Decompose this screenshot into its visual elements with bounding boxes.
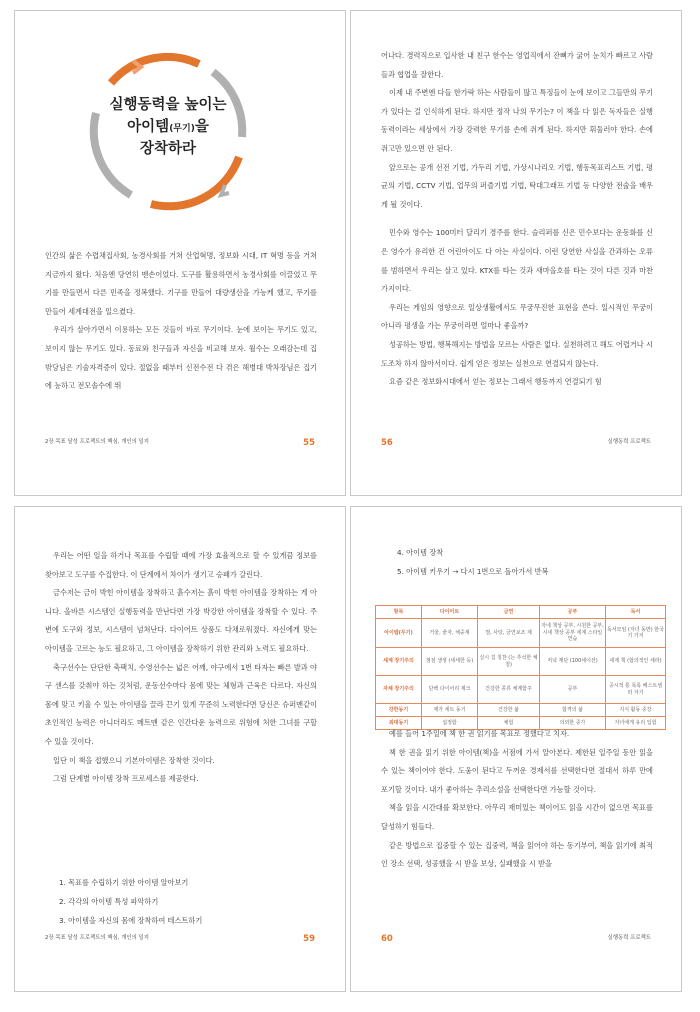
table-cell: 공시적 통 목록 베스트셀러 자기 — [606, 676, 666, 704]
table-cell: 껌, 사탕, 금연보조 제 — [478, 619, 540, 648]
page-59-body — [45, 547, 317, 789]
table-row — [376, 619, 666, 648]
table-cell: 독서모임 (자녀 동반) 한국 기 가지 — [606, 619, 666, 648]
table-cell: 체험 — [478, 717, 540, 730]
table-cell: 건강한 삶 — [478, 704, 540, 717]
paragraph: 금수저는 금이 박힌 아이템을 장착하고 흙수저는 흙이 박힌 아이템을 장착하는 게 아니다. 올바른 시스템인 실행동력을 만난다면 가장 박강한 아이템을 장착할 수 있다. 주변에 도구와 정보, 시스템이 넘쳐난다. 다이어트 상품도 다채로워졌다. 자신에게 맞는 아이템을 고르는 능도 필요하고, 그 아이템을 장착하기 위한 관리와 노력도 필요하다. — [45, 588, 317, 653]
table-cell: 공부 — [540, 676, 606, 704]
page-56-body — [381, 47, 653, 392]
list-item: 4. 아이템 장착 — [397, 548, 444, 557]
table-cell: 의외한 증가 — [540, 717, 606, 730]
row-label: 자체 장기주의 — [376, 676, 422, 704]
list-item: 1. 목표를 수립하기 위한 아이템 알아보기 — [59, 878, 189, 887]
table-cell: 합격의 삶 — [540, 704, 606, 717]
running-footer: 2장 목표 달성 프로젝트의 핵심, 개인의 일지 — [45, 935, 149, 941]
table-cell: 단백 다이어리 제크 — [422, 676, 478, 704]
paragraph: 인간의 삶은 수렵채집사회, 농경사회를 거쳐 산업혁명, 정보화 시대, IT 혁명 등을 거쳐 지금까지 왔다. 처음엔 당연히 맨손이었다. 도구를 활용하면서 농경사회를 이끌었고 무기를 만들면서 다른 민족을 정복했다. 기구를 만들어 대량생산을 가능케 했고, 무기를 만들어 세계대전을 일으켰다. — [45, 251, 317, 316]
row-label: 아이템(무기) — [376, 619, 422, 648]
running-footer: 실행동력 프로젝트 — [607, 935, 651, 941]
table-cell: 제가 세트 동기 — [422, 704, 478, 717]
paragraph: 어나다. 경력직으로 입사한 내 친구 한수는 영업직에서 잔뼈가 굵어 눈치가 빠르고 사람들과 협업을 잘한다. — [381, 51, 653, 79]
table-cell: 지식 활동 증강 — [606, 704, 666, 717]
list-item: 5. 아이템 키우기 → 다시 1번으로 돌아가서 반복 — [397, 567, 549, 576]
item-table — [375, 605, 666, 730]
paragraph: 우리는 게임의 영향으로 일상생활에서도 무궁무진한 표현을 쓴다. 일시적인 무궁이 아니라 평생을 가는 무궁이라면 얼마나 좋을까? — [381, 302, 653, 331]
page-number: 59 — [303, 934, 315, 944]
paragraph: 같은 방법으로 집중할 수 있는 집중력, 책을 읽어야 하는 동기부여, 책을 읽기에 최적인 장소 선택, 성공했을 시 받을 보상, 실패했을 시 받을 — [381, 840, 653, 869]
row-label: 세계 장기주의 — [376, 648, 422, 676]
table-cell: 실시 집 칭찬 (는 추석한 체 청) — [478, 648, 540, 676]
page-60-body — [381, 725, 653, 874]
running-footer: 실행동력 프로젝트 — [607, 439, 651, 445]
table-header-cell: 독서 — [606, 606, 666, 619]
paragraph: 그럼 단계별 아이템 장착 프로세스를 제공한다. — [53, 774, 199, 784]
paragraph: 앞으로는 공개 선전 기법, 가두리 기법, 가상시나리오 기법, 행동목표리스트 기법, 평균의 기법, CCTV 기법, 업무의 퍼즐기법 기법, 탁대그래프 기법 등 다양한 전술을 배우게 될 것이다. — [381, 162, 653, 209]
page-59 — [14, 506, 346, 992]
chapter-title-badge — [81, 45, 255, 219]
row-label: 강한동기 — [376, 704, 422, 717]
page-56 — [350, 10, 682, 496]
page-number: 60 — [381, 934, 393, 944]
table-cell: 점점 생생 (세세한 등) — [422, 648, 478, 676]
table-cell: 세계 책 (합의적인 세라) — [606, 648, 666, 676]
list-item: 2. 각각의 아이템 특성 파악하기 — [59, 897, 159, 906]
table-header-cell: 공부 — [540, 606, 606, 619]
table-header-cell: 항목 — [376, 606, 422, 619]
title-line-2-b: 을 — [194, 119, 209, 135]
paragraph: 우리가 살아가면서 이용하는 모든 것들이 바로 무기이다. 눈에 보이는 무기도 있고, 보이지 않는 무기도 있다. 동료와 친구들과 자신을 비교해 보자. 월수는 오래감는데 집 밖당님은 기술자격증이 있다. 절없을 때부터 신전수전 다 겪은 해병대 박차장님은 집기에 능하고 전모솔수에 뛰 — [45, 325, 317, 391]
paragraph: 민수와 영수는 100미터 달리기 경주를 한다. 슬리퍼를 신은 민수보다는 운동화를 신은 영수가 유리한 건 어린아이도 다 아는 사실이다. 이런 당연한 사실을 간과하는 오류를 범하면서 우리는 살고 있다. KTX를 타는 것과 새마을호를 타는 것이 다른 것과 마찬가지이다. — [381, 228, 653, 294]
paragraph: 요즘 같은 정보화시대에서 얻는 정보는 그래서 행동까지 연결되기 힘 — [389, 377, 602, 387]
page-60 — [350, 506, 682, 992]
table-header-row — [376, 606, 666, 619]
title-line-2-small: (무기) — [169, 124, 195, 134]
table-cell: 거울, 줄자, 체중계 — [422, 619, 478, 648]
title-line-1: 실행동력을 높이는 — [109, 97, 227, 113]
page-number: 55 — [303, 438, 315, 448]
paragraph: 책 한 권을 읽기 위한 아이템(책)을 서점에 가서 알아본다. 제한된 일주일 동안 읽을 수 있는 책이어야 한다. 도움이 된다고 두꺼운 경제서를 선택한다면 절대서 하루 만에 포기할 것이다. 내가 좋아하는 추리소설을 선택한다면 가능할 것이다. — [381, 747, 653, 794]
table-row — [376, 648, 666, 676]
list-item: 3. 아이템을 자신의 몸에 장착하여 테스트하기 — [59, 916, 203, 925]
table-header-cell: 다이어트 — [422, 606, 478, 619]
title-line-2 — [81, 117, 255, 139]
table-cell: 자녀에게 유리 입험 — [606, 717, 666, 730]
row-label: 최대동기 — [376, 717, 422, 730]
table-row — [376, 676, 666, 704]
table-cell: 자네 책상 공부, 시원한 공부, 시네 책상 공부 세계 스타일 연습 — [540, 619, 606, 648]
table-cell: 건강한 콩류 체계함주 — [478, 676, 540, 704]
paragraph: 이제 내 주변엔 다들 한가락 하는 사람들이 많고 특징들이 눈에 보이고 그들만의 무기가 있다는 걸 인식하게 된다. 하지만 정작 나의 무기는? 이 책을 다 읽은 독자들은 실행동력이라는 세상에서 가장 강력한 무기를 손에 쥐게 된다. 하지만 휘둘러야 한다. 손에 쥐고만 있으면 안 된다. — [381, 88, 653, 153]
paragraph: 예를 들어 1주일에 책 한 권 읽기를 목표로 정했다고 치자. — [389, 729, 570, 738]
page-number: 56 — [381, 438, 393, 448]
paragraph: 축구선수는 단단한 축팩치, 수영선수는 넓은 어깨, 야구에서 1번 타자는 빠른 발과 야구 센스를 갖춰야 하는 것처럼, 운동선수마다 몸에 맞는 체형과 근육은 다르다. 자신의 몸에 맞고 키울 수 있는 아이템을 끌라 끈기 있게 꾸준히 노력한다면 당신은 슈퍼맨같이 초인적인 능력은 아니더라도 메트맨 같은 인간다운 능력으로 위험에 처한 그녀를 구할 수 있을 것이다. — [45, 662, 317, 746]
paragraph: 우리는 어떤 일을 하거나 목표를 수립할 때에 가장 효율적으로 할 수 있게끔 정보를 찾아보고 도구를 수집한다. 이 단계에서 차이가 생기고 승패가 갈린다. — [45, 551, 317, 579]
page-55 — [14, 10, 346, 496]
table-cell: 섭정함 — [422, 717, 478, 730]
running-footer: 2장 목표 달성 프로젝트의 핵심, 개인의 일지 — [45, 439, 149, 445]
paragraph: 성공하는 방법, 행복해지는 방법을 모르는 사람은 없다. 실천하려고 해도 어렵거나 시도조차 하지 않아서이다. 쉽게 얻은 정보는 실천으로 연결되지 않는다. — [381, 339, 653, 368]
table-cell: 저녁 계단 (100세이션) — [540, 648, 606, 676]
title-line-3: 장착하라 — [139, 141, 197, 157]
page-55-body — [45, 247, 317, 396]
paragraph: 책을 읽을 시간대를 확보한다. 아무리 재미있는 책이어도 읽을 시간이 없으면 목표를 달성하기 힘들다. — [381, 803, 653, 831]
table-row — [376, 704, 666, 717]
title-line-2-a: 아이템 — [127, 119, 170, 135]
table-header-cell: 금연 — [478, 606, 540, 619]
process-list — [397, 543, 548, 581]
paragraph: 일단 이 책을 접했으니 기본아이템은 장착한 것이다. — [53, 755, 215, 765]
process-list — [59, 873, 202, 930]
